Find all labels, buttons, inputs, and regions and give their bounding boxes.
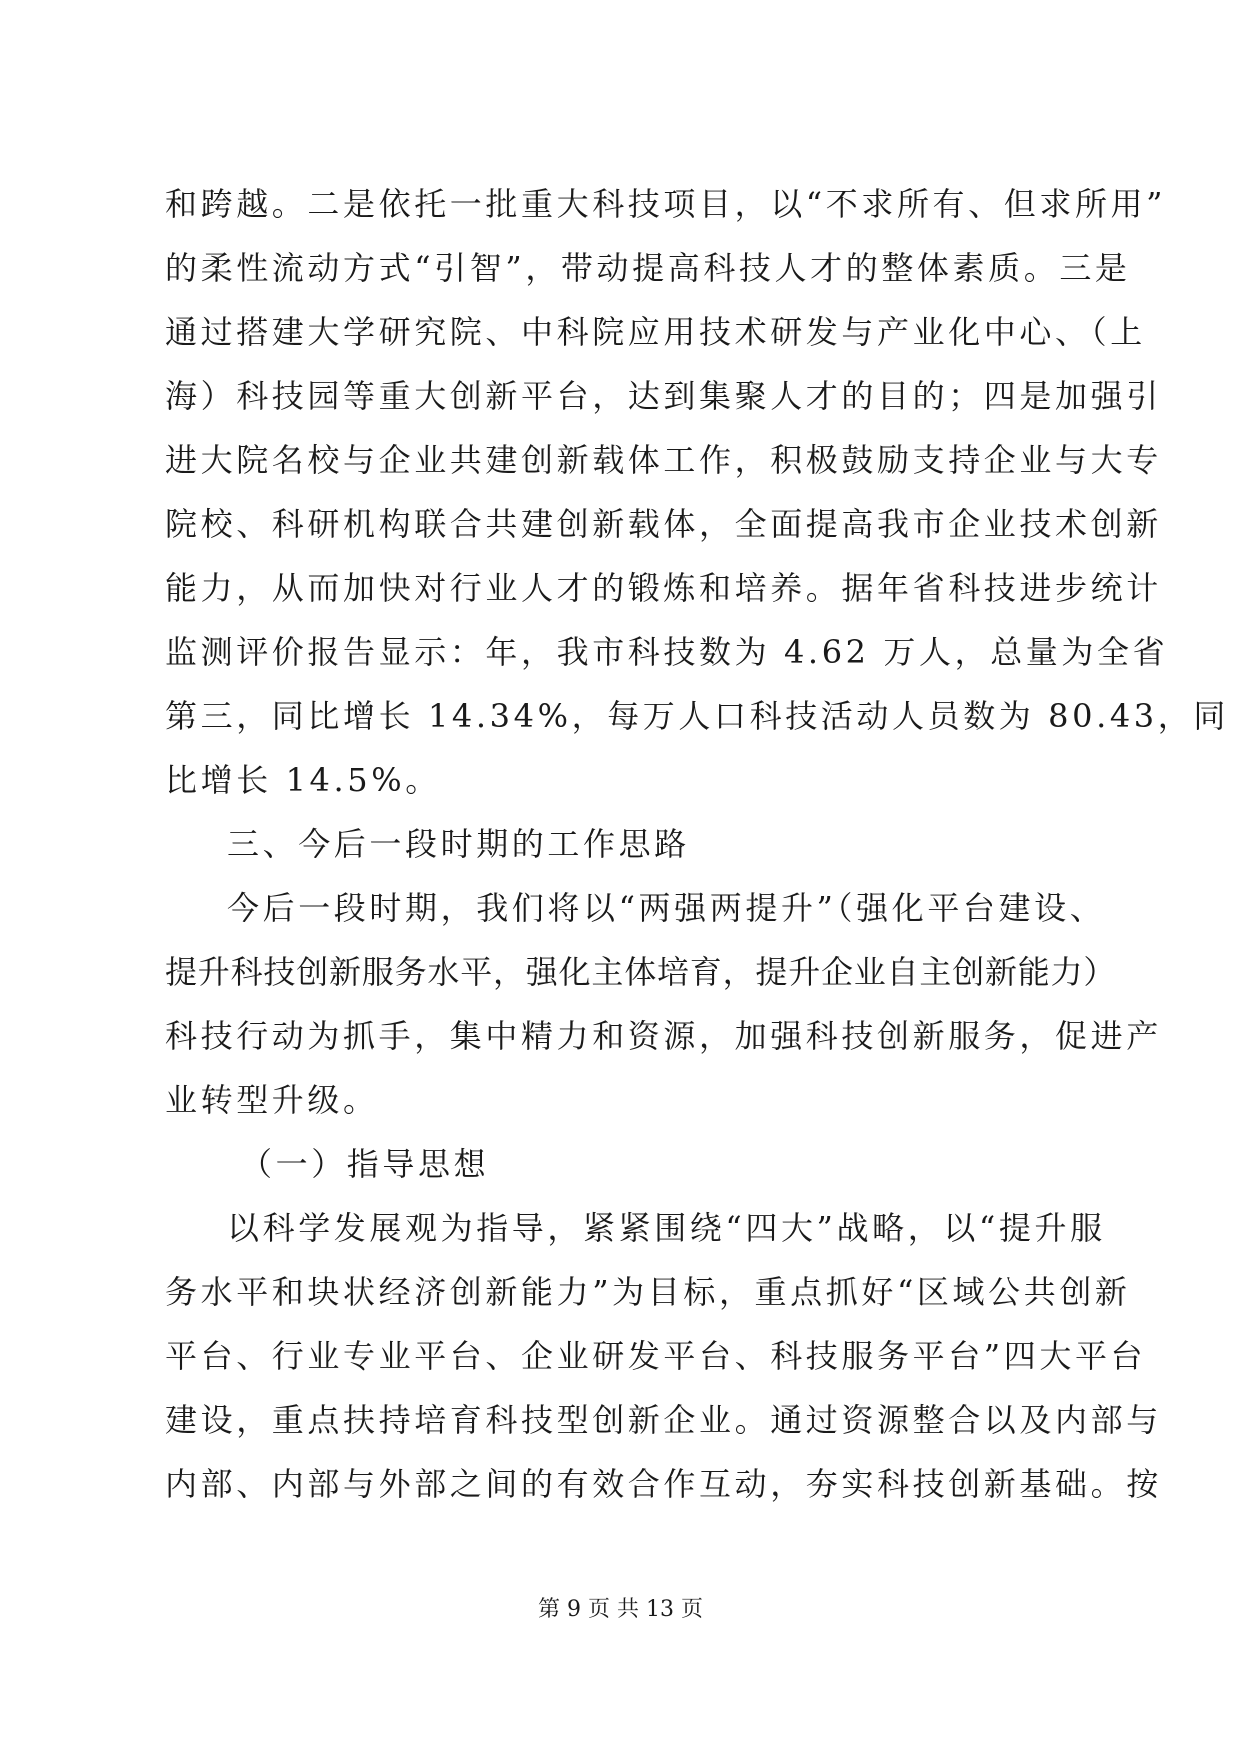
body-text-line: 进大院名校与企业共建创新载体工作，积极鼓励支持企业与大专	[165, 441, 1162, 479]
page-number-footer: 第 9 页 共 13 页	[538, 1597, 703, 1622]
body-text-line: 建设，重点扶持培育科技型创新企业。通过资源整合以及内部与	[165, 1401, 1162, 1439]
body-text-line: 内部、内部与外部之间的有效合作互动，夯实科技创新基础。按	[165, 1465, 1162, 1503]
body-text-line: 能力，从而加快对行业人才的锻炼和培养。据年省科技进步统计	[165, 569, 1162, 607]
body-text-line: 务水平和块状经济创新能力”为目标，重点抓好“区域公共创新	[165, 1273, 1131, 1311]
section-heading: 三、今后一段时期的工作思路	[227, 825, 690, 863]
body-text-line: 院校、科研机构联合共建创新载体，全面提高我市企业技术创新	[165, 505, 1162, 543]
subsection-heading: （一）指导思想	[240, 1145, 490, 1183]
body-text-line: 科技行动为抓手，集中精力和资源，加强科技创新服务，促进产	[165, 1017, 1162, 1055]
body-text-line: 比增长 14.5%。	[165, 761, 441, 799]
body-text-line: 监测评价报告显示：年，我市科技数为 4.62 万人，总量为全省	[165, 633, 1169, 671]
body-text-line: 业转型升级。	[165, 1081, 379, 1119]
body-text-line: 和跨越。二是依托一批重大科技项目，以“不求所有、但求所用”	[165, 185, 1167, 223]
body-text-line: 第三，同比增长 14.34%，每万人口科技活动人员数为 80.43，同	[165, 697, 1229, 735]
body-text-line: 通过搭建大学研究院、中科院应用技术研发与产业化中心、（上	[165, 313, 1146, 351]
body-text-line: 海）科技园等重大创新平台，达到集聚人才的目的；四是加强引	[165, 377, 1162, 415]
body-text-line: 平台、行业专业平台、企业研发平台、科技服务平台”四大平台	[165, 1337, 1147, 1375]
body-text-line: 以科学发展观为指导，紧紧围绕“四大”战略，以“提升服	[227, 1209, 1106, 1247]
body-text-line: 提升科技创新服务水平，强化主体培育，提升企业自主创新能力）	[165, 953, 1117, 991]
body-text-line: 今后一段时期，我们将以“两强两提升”（强化平台建设、	[227, 889, 1106, 927]
body-text-line: 的柔性流动方式“引智”，带动提高科技人才的整体素质。三是	[165, 249, 1131, 287]
